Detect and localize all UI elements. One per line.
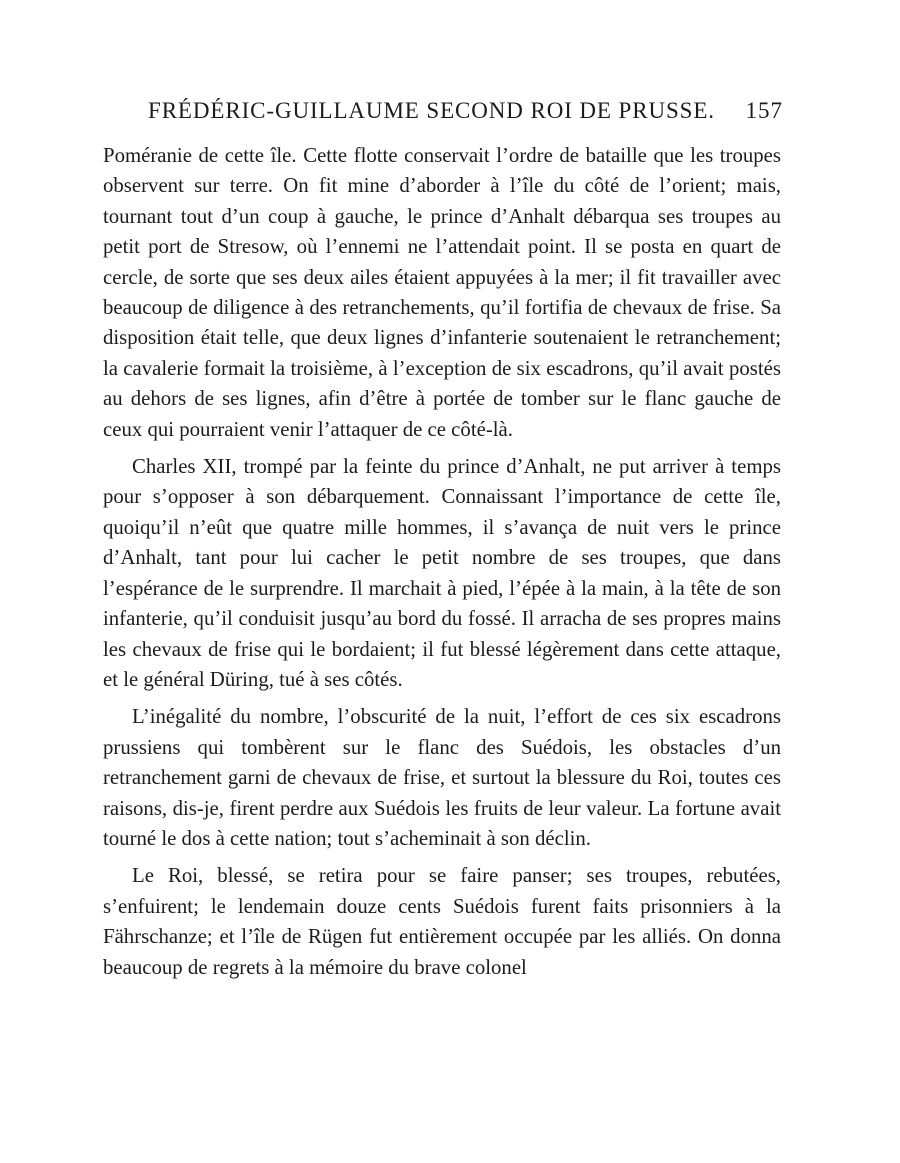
paragraph-4: Le Roi, blessé, se retira pour se faire panser; ses troupes, rebutées, s’enfuirent; le lendemain douze cents Suédois furent faits prisonniers à la Fährschanze; et l’île de Rügen fut entièrement occupée par les alliés. On donna beaucoup de regrets à la mémoire du brave colonel [103,864,781,979]
body-text [103,141,781,983]
paragraph-1: Poméranie de cette île. Cette flotte conservait l’ordre de bataille que les troupes observent sur terre. On fit mine d’aborder à l’île du côté de l’orient; mais, tournant tout d’un coup à gauche, le prince d’Anhalt débarqua ses troupes au petit port de Stresow, où l’ennemi ne l’attendait point. Il se posta en quart de cercle, de sorte que ses deux ailes étaient appuyées à la mer; il fit travailler avec beaucoup de diligence à des retranchements, qu’il fortifia de chevaux de frise. Sa disposition était telle, que deux lignes d’infanterie soutenaient le retranchement; la cavalerie formait la troisième, à l’exception de six escadrons, qu’il avait postés au dehors de ses lignes, afin d’être à portée de tomber sur le flanc gauche de ceux qui pourraient venir l’attaquer de ce côté-là. [103,144,781,441]
page-number: 157 [745,98,783,123]
running-head [103,94,783,128]
paragraph-3: L’inégalité du nombre, l’obscurité de la nuit, l’effort de ces six escadrons prussiens qui tombèrent sur le flanc des Suédois, les obstacles d’un retranchement garni de chevaux de frise, et surtout la blessure du Roi, toutes ces raisons, dis-je, firent perdre aux Suédois les fruits de leur valeur. La fortune avait tourné le dos à cette nation; tout s’acheminait à son déclin. [103,705,781,850]
running-title: FRÉDÉRIC-GUILLAUME SECOND ROI DE PRUSSE. [148,98,715,123]
paragraph-2: Charles XII, trompé par la feinte du prince d’Anhalt, ne put arriver à temps pour s’opposer à son débarquement. Connaissant l’importance de cette île, quoiqu’il n’eût que quatre mille hommes, il s’avança de nuit vers le prince d’Anhalt, tant pour lui cacher le petit nombre de ses troupes, que dans l’espérance de le surprendre. Il marchait à pied, l’épée à la main, à la tête de son infanterie, qu’il conduisit jusqu’au bord du fossé. Il arracha de ses propres mains les chevaux de frise qui le bordaient; il fut blessé légèrement dans cette attaque, et le général Düring, tué à ses côtés. [103,455,781,691]
